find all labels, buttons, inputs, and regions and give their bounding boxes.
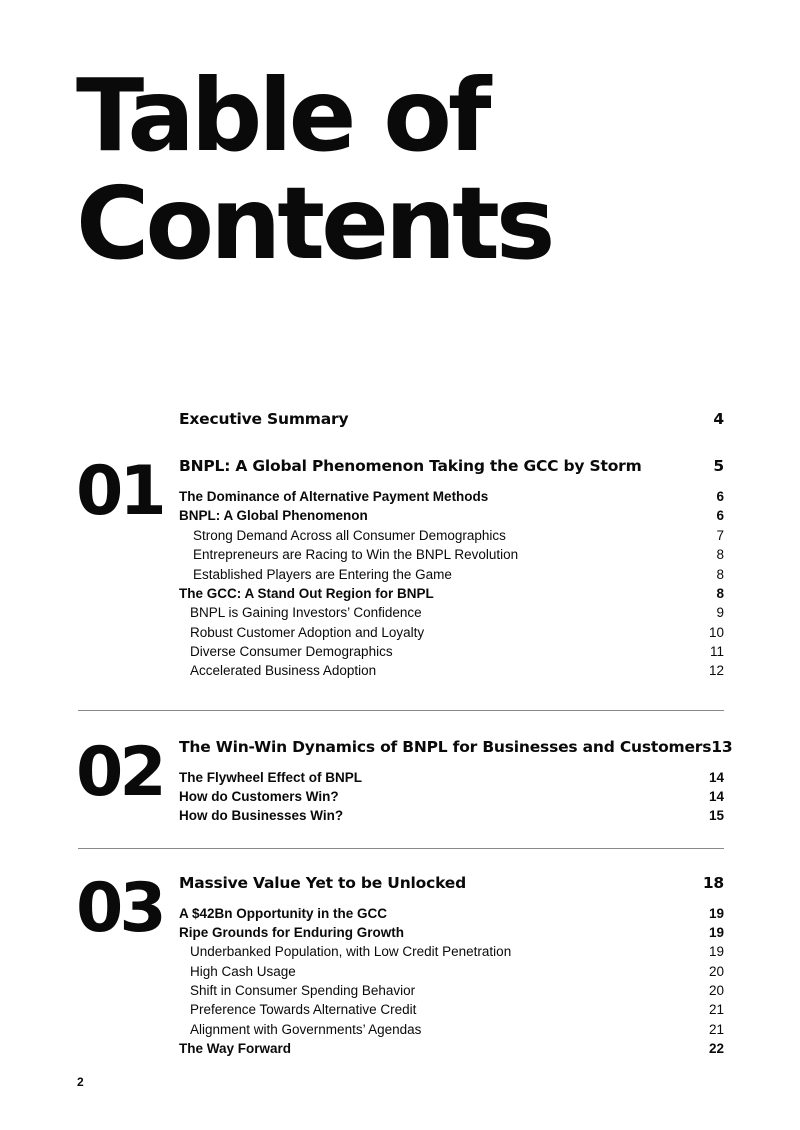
toc-entry[interactable] [179,808,724,823]
toc-entry[interactable] [179,489,724,504]
toc-entry-page: 5 [713,457,724,475]
toc-entry[interactable] [179,547,724,562]
chapter-number-01: 01 [76,452,163,531]
toc-entry[interactable] [179,983,724,998]
toc-entry-page: 20 [708,983,724,998]
toc-entry[interactable] [179,1041,724,1056]
toc-entry-executive-summary[interactable] [179,410,724,428]
page-number: 2 [77,1075,84,1089]
toc-entry-page: 20 [708,964,724,979]
toc-entry-label: BNPL is Gaining Investors’ Confidence [190,605,422,620]
toc-entry-label: Entrepreneurs are Racing to Win the BNPL Revolution [193,547,519,562]
toc-entry-label: A $42Bn Opportunity in the GCC [179,906,388,921]
section-divider [78,710,724,711]
toc-entry[interactable] [179,528,724,543]
toc-entry[interactable] [179,663,724,678]
section-divider [78,848,724,849]
toc-entry-page: 9 [716,605,724,620]
toc-entry[interactable] [179,964,724,979]
toc-entry-label: How do Businesses Win? [179,808,344,823]
toc-entry[interactable] [179,644,724,659]
toc-entry-page: 19 [708,925,724,940]
chapter-number-02: 02 [76,733,163,812]
toc-entry[interactable] [179,567,724,582]
toc-entry-label: The Win-Win Dynamics of BNPL for Businesses and Customers [179,738,712,756]
toc-entry[interactable] [179,1022,724,1037]
toc-entry-label: How do Customers Win? [179,789,339,804]
page-title-line-2: Contents [76,165,552,282]
toc-entry-label: Ripe Grounds for Enduring Growth [179,925,404,940]
toc-entry-label: Robust Customer Adoption and Loyalty [190,625,425,640]
toc-entry-label: BNPL: A Global Phenomenon Taking the GCC by Storm [179,457,642,475]
toc-entry-page: 19 [708,906,724,921]
toc-entry-label: The Flywheel Effect of BNPL [179,770,363,785]
toc-entry-label: Massive Value Yet to be Unlocked [179,874,466,892]
toc-entry-page: 8 [716,586,724,601]
toc-entry-page: 13 [711,738,733,756]
chapter-heading-01[interactable] [179,457,724,475]
toc-entry-label: BNPL: A Global Phenomenon [179,508,368,523]
toc-entry[interactable] [179,789,724,804]
toc-entry-page: 12 [708,663,724,678]
toc-entry-page: 8 [716,567,724,582]
toc-entry[interactable] [179,944,724,959]
chapter-heading-02[interactable] [179,738,733,756]
toc-entry-label: Strong Demand Across all Consumer Demographics [193,528,506,543]
toc-entry[interactable] [179,586,724,601]
toc-entry-label: Underbanked Population, with Low Credit Penetration [190,944,512,959]
toc-entry-label: Established Players are Entering the Game [193,567,452,582]
toc-entry[interactable] [179,1002,724,1017]
toc-entry-label: The Way Forward [179,1041,292,1056]
toc-entry-page: 15 [708,808,724,823]
toc-entry-page: 21 [708,1022,724,1037]
toc-entry-page: 10 [708,625,724,640]
toc-entry-page: 18 [702,874,724,892]
toc-entry-label: Executive Summary [179,410,349,428]
toc-entry-label: Alignment with Governments’ Agendas [190,1022,422,1037]
chapter-number-03: 03 [76,869,163,948]
toc-entry-label: The Dominance of Alternative Payment Methods [179,489,489,504]
toc-entry[interactable] [179,625,724,640]
toc-entry-label: Preference Towards Alternative Credit [190,1002,417,1017]
toc-entry-label: The GCC: A Stand Out Region for BNPL [179,586,434,601]
toc-entry-label: Accelerated Business Adoption [190,663,377,678]
toc-entry-page: 6 [716,508,724,523]
chapter-heading-03[interactable] [179,874,724,892]
toc-entry[interactable] [179,925,724,940]
toc-entry[interactable] [179,770,724,785]
toc-entry-page: 11 [709,644,724,659]
page-title-line-1: Table of [76,57,488,174]
toc-entry[interactable] [179,508,724,523]
toc-entry[interactable] [179,605,724,620]
toc-entry-page: 14 [708,770,724,785]
toc-entry-page: 4 [713,410,724,428]
toc-entry-page: 6 [716,489,724,504]
toc-entry-page: 7 [716,528,724,543]
toc-entry-page: 8 [716,547,724,562]
toc-entry-label: Shift in Consumer Spending Behavior [190,983,416,998]
toc-entry-page: 19 [708,944,724,959]
toc-entry-page: 21 [708,1002,724,1017]
toc-entry-label: Diverse Consumer Demographics [190,644,393,659]
toc-entry[interactable] [179,906,724,921]
toc-entry-label: High Cash Usage [190,964,296,979]
page-title [76,57,552,282]
toc-entry-page: 22 [708,1041,724,1056]
toc-entry-page: 14 [708,789,724,804]
